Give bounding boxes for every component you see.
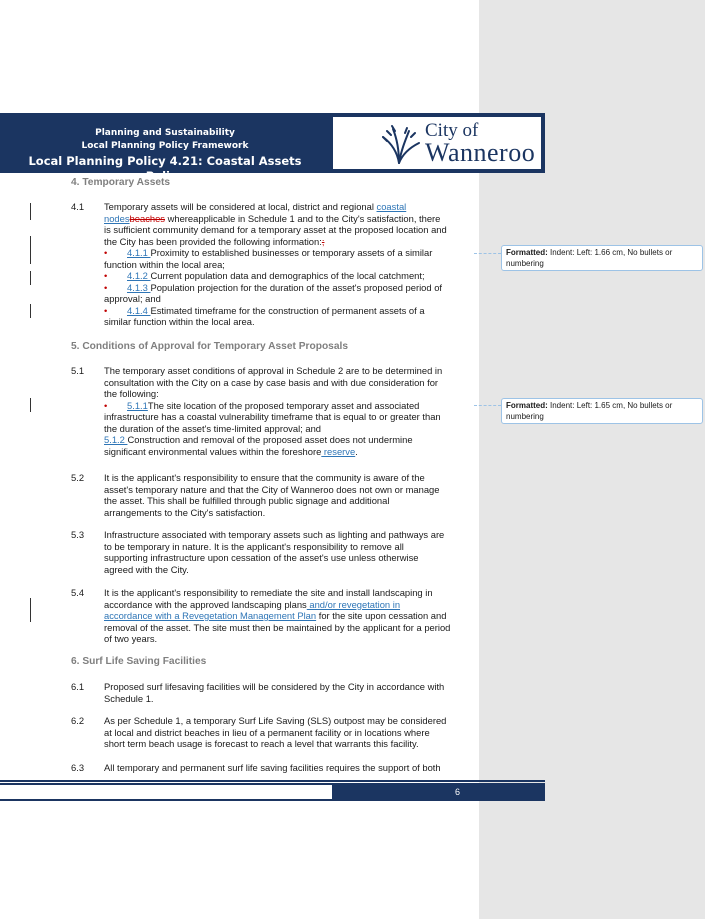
formatting-comment[interactable] [501, 245, 703, 271]
text-line: consultation with the City on a case by case basis and with due consideration for [104, 376, 439, 388]
paragraph-5-2 [104, 472, 463, 518]
deleted-text: beaches [129, 212, 165, 224]
para-number: 5.2 [71, 472, 85, 483]
text-line: It is the applicant's responsibility to remediate the site and install landscaping in [104, 587, 433, 598]
bullet-icon: • [104, 281, 108, 293]
text-line: supporting infrastructure upon cessation of the asset's use unless otherwise [104, 552, 419, 563]
para-number: 6.3 [71, 762, 85, 773]
banksia-logo-icon [379, 123, 421, 165]
change-bar [30, 236, 31, 250]
logo-city-of: City of [425, 120, 479, 141]
text-line: Temporary assets will be considered at local, district and regional coastal [104, 201, 407, 212]
text-line: accordance with the approved landscaping plans and/or revegetation in [104, 598, 401, 610]
header-department: Planning and Sustainability [95, 128, 235, 138]
comment-label: Formatted: [506, 401, 548, 410]
text-line: Infrastructure associated with temporary assets such as lighting and pathways are [104, 529, 445, 540]
comment-connector [474, 253, 501, 254]
list-item: • 4.1.2 Current population data and demographics of the local catchment; [104, 270, 425, 281]
paragraph-5-4 [104, 587, 463, 645]
text-line: of two years. [104, 633, 158, 644]
inserted-text: nodes [104, 212, 130, 224]
text-line: 5.1.2 Construction and removal of the proposed asset does not undermine [104, 434, 413, 445]
list-item: • 5.1.1The site location of the proposed temporary asset and associated [104, 399, 420, 411]
para-number: 5.1 [71, 365, 85, 376]
change-bar [30, 598, 31, 622]
para-number: 6.2 [71, 715, 85, 726]
text-line: All temporary and permanent surf life saving facilities requires the support of both [104, 762, 441, 773]
formatting-comment[interactable] [501, 398, 703, 424]
text-line: It is the applicant's responsibility to ensure that the community is aware of the [104, 472, 425, 483]
bullet-icon: • [104, 247, 108, 258]
logo-wanneroo: Wanneroo [425, 138, 536, 167]
change-bar [30, 250, 31, 264]
text-line: As per Schedule 1, a temporary Surf Life Saving (SLS) outpost may be considered [104, 715, 447, 726]
bullet-icon: • [104, 304, 108, 316]
para-number: 5.3 [71, 529, 85, 540]
text-line: infrastructure has a coastal vulnerability timeframe that is equal to or greater than [104, 411, 441, 422]
text-line: significant environmental values within the foreshore reserve. [104, 445, 358, 457]
inserted-text: coastal [376, 201, 407, 212]
header-policy-title: Local Planning Policy 4.21: Coastal Assets Policy [28, 154, 302, 183]
comment-connector [474, 405, 501, 406]
deleted-mark: ; [321, 235, 325, 247]
text-line: at local and district beaches in lieu of a permanent facility or in locations where [104, 726, 430, 738]
comment-label: Formatted: [506, 248, 548, 257]
paragraph-5-1 [104, 365, 463, 457]
text-line: short term beach usage is forecast to reach a level that warrants this facility. [104, 738, 419, 749]
inserted-text: accordance with a Revegetation Management Plan [104, 610, 317, 621]
list-item: • 4.1.4 Estimated timeframe for the construction of permanent assets of a [104, 304, 425, 316]
text-line: similar function within the local area. [104, 316, 255, 327]
text-line: agreed with the City. [104, 563, 189, 575]
bullet-icon: • [104, 270, 108, 281]
paragraph-6-3 [104, 762, 463, 774]
footer-rule [0, 780, 545, 782]
para-number: 4.1 [71, 201, 85, 212]
text-line: arrangements to the City's satisfaction. [104, 506, 266, 518]
text-line: is sufficient community demand for a temporary asset at the proposed location and [104, 224, 447, 235]
text-line: removal of the asset. The site must then be maintained by the applicant for a period [104, 621, 451, 633]
para-number: 6.1 [71, 681, 85, 692]
header-framework: Local Planning Policy Framework [81, 141, 249, 151]
change-bar [30, 398, 31, 412]
text-line: accordance with a Revegetation Management Plan for the site upon cessation and [104, 610, 447, 621]
text-line: function within the local area; [104, 258, 225, 270]
section-5-heading: 5. Conditions of Approval for Temporary Asset Proposals [71, 341, 348, 352]
text-line: the City has been provided the following information:; [104, 235, 325, 247]
list-item: • 4.1.1 Proximity to established businesses or temporary assets of a similar [104, 247, 433, 258]
text-line: Proposed surf lifesaving facilities will be considered by the City in accordance with [104, 681, 445, 692]
text-line: the asset. This shall be fulfilled through public signage and additional [104, 495, 390, 506]
section-4-heading: 4. Temporary Assets [71, 177, 171, 188]
text-line: approval; and [104, 293, 161, 304]
list-item: • 4.1.3 Population projection for the duration of the asset's proposed period of [104, 281, 443, 293]
inserted-text: and/or revegetation in [306, 598, 401, 610]
text-line: the duration of the asset's time-limited approval; and [104, 422, 322, 434]
text-line: to be temporary in nature. It is the applicant's responsibility to remove all [104, 540, 404, 552]
change-bar [30, 271, 31, 285]
text-line: Schedule 1. [104, 692, 154, 704]
change-bar [30, 203, 31, 220]
paragraph-6-1 [104, 681, 463, 704]
city-logo [333, 117, 541, 169]
para-number: 5.4 [71, 587, 85, 598]
bullet-icon: • [104, 399, 108, 411]
change-bar [30, 304, 31, 318]
comment-text: Indent: Left: 1.66 cm, No bullets or numbering [506, 248, 673, 268]
section-6-heading: 6. Surf Life Saving Facilities [71, 656, 207, 667]
text-line: nodesbeaches whereapplicable in Schedule 1 and to the City's satisfaction, there [104, 212, 441, 224]
footer-white-block [0, 785, 332, 799]
inserted-text: reserve [321, 445, 356, 457]
page-number: 6 [455, 787, 461, 797]
comment-text: Indent: Left: 1.65 cm, No bullets or numbering [506, 401, 673, 421]
text-line: The temporary asset conditions of approval in Schedule 2 are to be determined in [104, 365, 443, 376]
text-line: asset's temporary nature and that the City of Wanneroo does not own or manage [104, 483, 440, 495]
paragraph-5-3 [104, 529, 463, 575]
paragraph-6-2 [104, 715, 463, 750]
paragraph-4-1 [104, 201, 463, 328]
text-line: the following: [104, 388, 159, 399]
